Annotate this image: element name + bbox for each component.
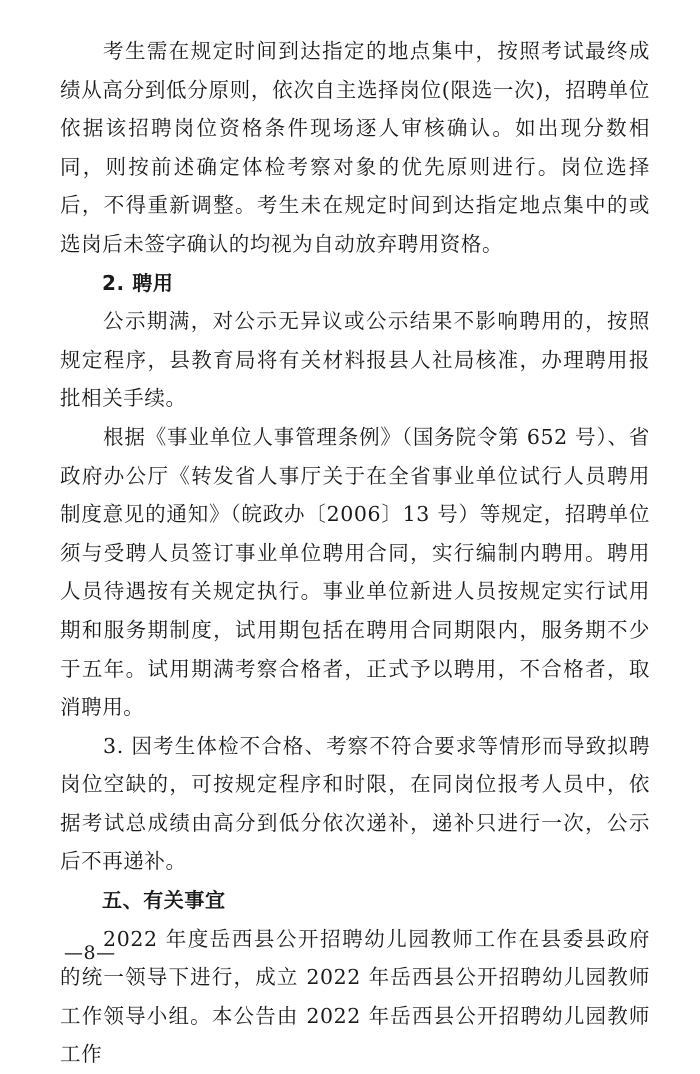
paragraph-hiring-approval: 公示期满，对公示无异议或公示结果不影响聘用的，按照规定程序，县教育局将有关材料报县人社局核准，办理聘用报批相关手续。: [60, 309, 650, 411]
paragraph-job-selection: 考生需在规定时间到达指定的地点集中，按照考试最终成绩从高分到低分原则，依次自主选择岗位(限选一次)，招聘单位依据该招聘岗位资格条件现场逐人审核确认。如出现分数相同，则按前述确定体检考察对象的优先原则进行。岗位选择后，不得重新调整。考生未在规定时间到达指定地点集中的或选岗后未签字确认的均视为自动放弃聘用资格。: [60, 39, 650, 256]
paragraph-hiring-regulations: 根据《事业单位人事管理条例》（国务院令第 652 号）、省政府办公厅《转发省人事厅关于在全省事业单位试行人员聘用制度意见的通知》（皖政办〔2006〕13 号）等规定，招聘单位须与受聘人员签订事业单位聘用合同，实行编制内聘用。聘用人员待遇按有关规定执行。事业单位新进人员按规定实行试用期和服务期制度，试用期包括在聘用合同期限内，服务期不少于五年。试用期满考察合格者，正式予以聘用，不合格者，取消聘用。: [60, 424, 650, 720]
paragraph-vacancy-replacement: 3. 因考生体检不合格、考察不符合要求等情形而导致拟聘岗位空缺的，可按规定程序和时限，在同岗位报考人员中，依据考试总成绩由高分到低分依次递补，递补只进行一次，公示后不再递补。: [60, 733, 650, 874]
paragraph-leadership: 2022 年度岳西县公开招聘幼儿园教师工作在县委县政府的统一领导下进行，成立 2022 年岳西县公开招聘幼儿园教师工作领导小组。本公告由 2022 年岳西县公开招聘幼儿园教师工作: [60, 926, 650, 1067]
document-body: [60, 32, 650, 1074]
page-number: —8—: [64, 942, 116, 964]
section-heading-related-matters: 五、有关事宜: [102, 888, 226, 913]
section-heading-hiring: 2. 聘用: [102, 270, 174, 295]
